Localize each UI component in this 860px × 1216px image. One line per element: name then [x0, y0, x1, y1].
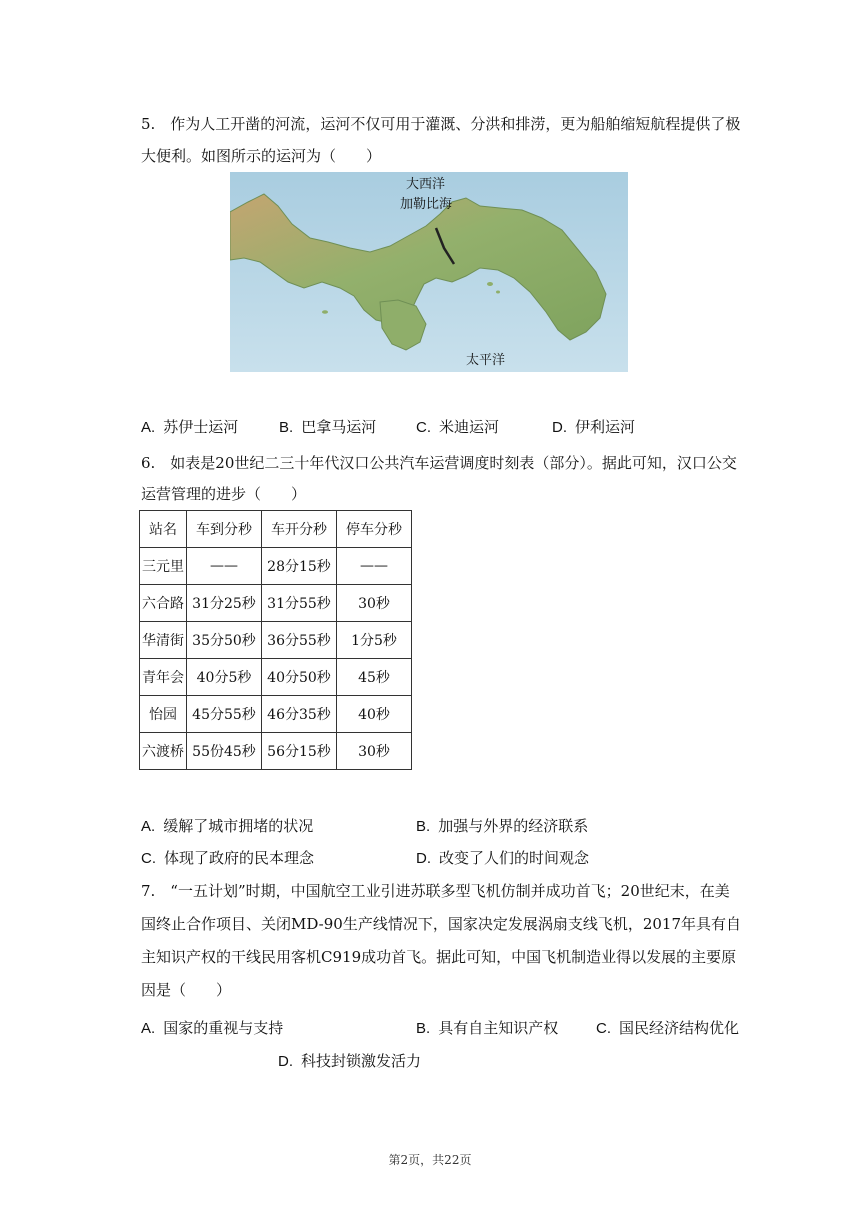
option-text: 巴拿马运河 — [301, 418, 377, 436]
option-text: 国家的重视与支持 — [163, 1019, 284, 1037]
option-text: 国民经济结构优化 — [619, 1019, 740, 1037]
table-row — [140, 548, 412, 585]
table-row — [140, 622, 412, 659]
q7-option-c[interactable] — [596, 1017, 739, 1038]
q6-option-b[interactable] — [416, 815, 588, 836]
option-letter: B. — [416, 818, 431, 835]
table-row — [140, 696, 412, 733]
map-image — [230, 172, 628, 372]
option-letter: B. — [416, 1020, 431, 1037]
option-text: 缓解了城市拥堵的状况 — [163, 817, 314, 835]
table-row — [140, 659, 412, 696]
option-letter: D. — [416, 850, 431, 867]
table-cell: 青年会 — [140, 659, 187, 696]
table-cell: 55份45秒 — [187, 733, 262, 770]
table-cell: 怡园 — [140, 696, 187, 733]
table-cell: 31分25秒 — [187, 585, 262, 622]
q7-stem-line4: 因是（ ） — [141, 981, 232, 999]
option-text: 体现了政府的民本理念 — [164, 849, 315, 867]
q7-stem-line3: 主知识产权的干线民用客机C919成功首飞。据此可知，中国飞机制造业得以发展的主要原 — [141, 948, 737, 966]
table-cell: 28分15秒 — [262, 548, 337, 585]
table-cell: 30秒 — [337, 585, 412, 622]
q5-option-a[interactable] — [141, 416, 238, 437]
island — [496, 291, 500, 294]
option-text: 加强与外界的经济联系 — [438, 817, 589, 835]
q6-stem-line1: 6. 如表是20世纪二三十年代汉口公共汽车运营调度时刻表（部分）。据此可知，汉口公交 — [141, 454, 737, 472]
option-letter: A. — [141, 1020, 156, 1037]
table-cell: 31分55秒 — [262, 585, 337, 622]
q6-option-a[interactable] — [141, 815, 313, 836]
label-atlantic: 大西洋 — [406, 176, 446, 191]
table-header: 停车分秒 — [337, 511, 412, 548]
q7-option-a[interactable] — [141, 1017, 283, 1038]
table-cell: 46分35秒 — [262, 696, 337, 733]
q5-option-c[interactable] — [416, 416, 499, 437]
table-cell: 六渡桥 — [140, 733, 187, 770]
option-letter: A. — [141, 419, 156, 436]
page-footer: 第2页，共22页 — [388, 1153, 472, 1167]
option-letter: C. — [596, 1020, 611, 1037]
q5-option-d[interactable] — [552, 416, 635, 437]
island — [487, 282, 493, 286]
option-letter: D. — [552, 419, 567, 436]
table-cell: —— — [187, 548, 262, 585]
q7-option-d[interactable] — [278, 1050, 421, 1071]
table-header: 车到分秒 — [187, 511, 262, 548]
panama-canal-map — [230, 172, 628, 372]
q5-stem-line2: 大便利。如图所示的运河为（ ） — [141, 147, 382, 165]
option-text: 具有自主知识产权 — [438, 1019, 559, 1037]
option-letter: A. — [141, 818, 156, 835]
option-text: 米迪运河 — [439, 418, 500, 436]
label-pacific: 太平洋 — [466, 352, 506, 367]
option-letter: C. — [141, 850, 156, 867]
q5-stem-line1: 5. 作为人工开凿的河流，运河不仅可用于灌溉、分洪和排涝，更为船舶缩短航程提供了极 — [141, 115, 741, 133]
q7-stem-line2: 国终止合作项目、关闭MD-90生产线情况下，国家决定发展涡扇支线飞机，2017年具有自 — [141, 915, 741, 933]
option-text: 苏伊士运河 — [163, 418, 239, 436]
table-cell: 30秒 — [337, 733, 412, 770]
table-cell: 40分50秒 — [262, 659, 337, 696]
option-text: 改变了人们的时间观念 — [439, 849, 590, 867]
table-cell: 六合路 — [140, 585, 187, 622]
table-cell: 三元里 — [140, 548, 187, 585]
table-header: 站名 — [140, 511, 187, 548]
q6-option-c[interactable] — [141, 847, 314, 868]
q7-stem-line1: 7. “一五计划”时期，中国航空工业引进苏联多型飞机仿制并成功首飞；20世纪末，在美 — [141, 882, 730, 900]
table-cell: 45分55秒 — [187, 696, 262, 733]
table-header: 车开分秒 — [262, 511, 337, 548]
option-letter: D. — [278, 1053, 293, 1070]
table-cell: 40秒 — [337, 696, 412, 733]
table-cell: 35分50秒 — [187, 622, 262, 659]
table-header-row — [140, 511, 412, 548]
island — [322, 310, 328, 314]
table-row — [140, 585, 412, 622]
q5-option-b[interactable] — [279, 416, 376, 437]
option-letter: C. — [416, 419, 431, 436]
q6-option-d[interactable] — [416, 847, 589, 868]
q7-option-b[interactable] — [416, 1017, 558, 1038]
option-letter: B. — [279, 419, 294, 436]
option-text: 伊利运河 — [575, 418, 636, 436]
table-row — [140, 733, 412, 770]
table-cell: 40分5秒 — [187, 659, 262, 696]
option-text: 科技封锁激发活力 — [301, 1052, 422, 1070]
bus-schedule-table — [139, 510, 412, 770]
table-cell: 36分55秒 — [262, 622, 337, 659]
table-cell: 45秒 — [337, 659, 412, 696]
label-caribbean: 加勒比海 — [400, 196, 453, 211]
table-cell: 56分15秒 — [262, 733, 337, 770]
q6-stem-line2: 运营管理的进步（ ） — [141, 485, 307, 503]
table-cell: —— — [337, 548, 412, 585]
table-cell: 1分5秒 — [337, 622, 412, 659]
table-cell: 华清街 — [140, 622, 187, 659]
